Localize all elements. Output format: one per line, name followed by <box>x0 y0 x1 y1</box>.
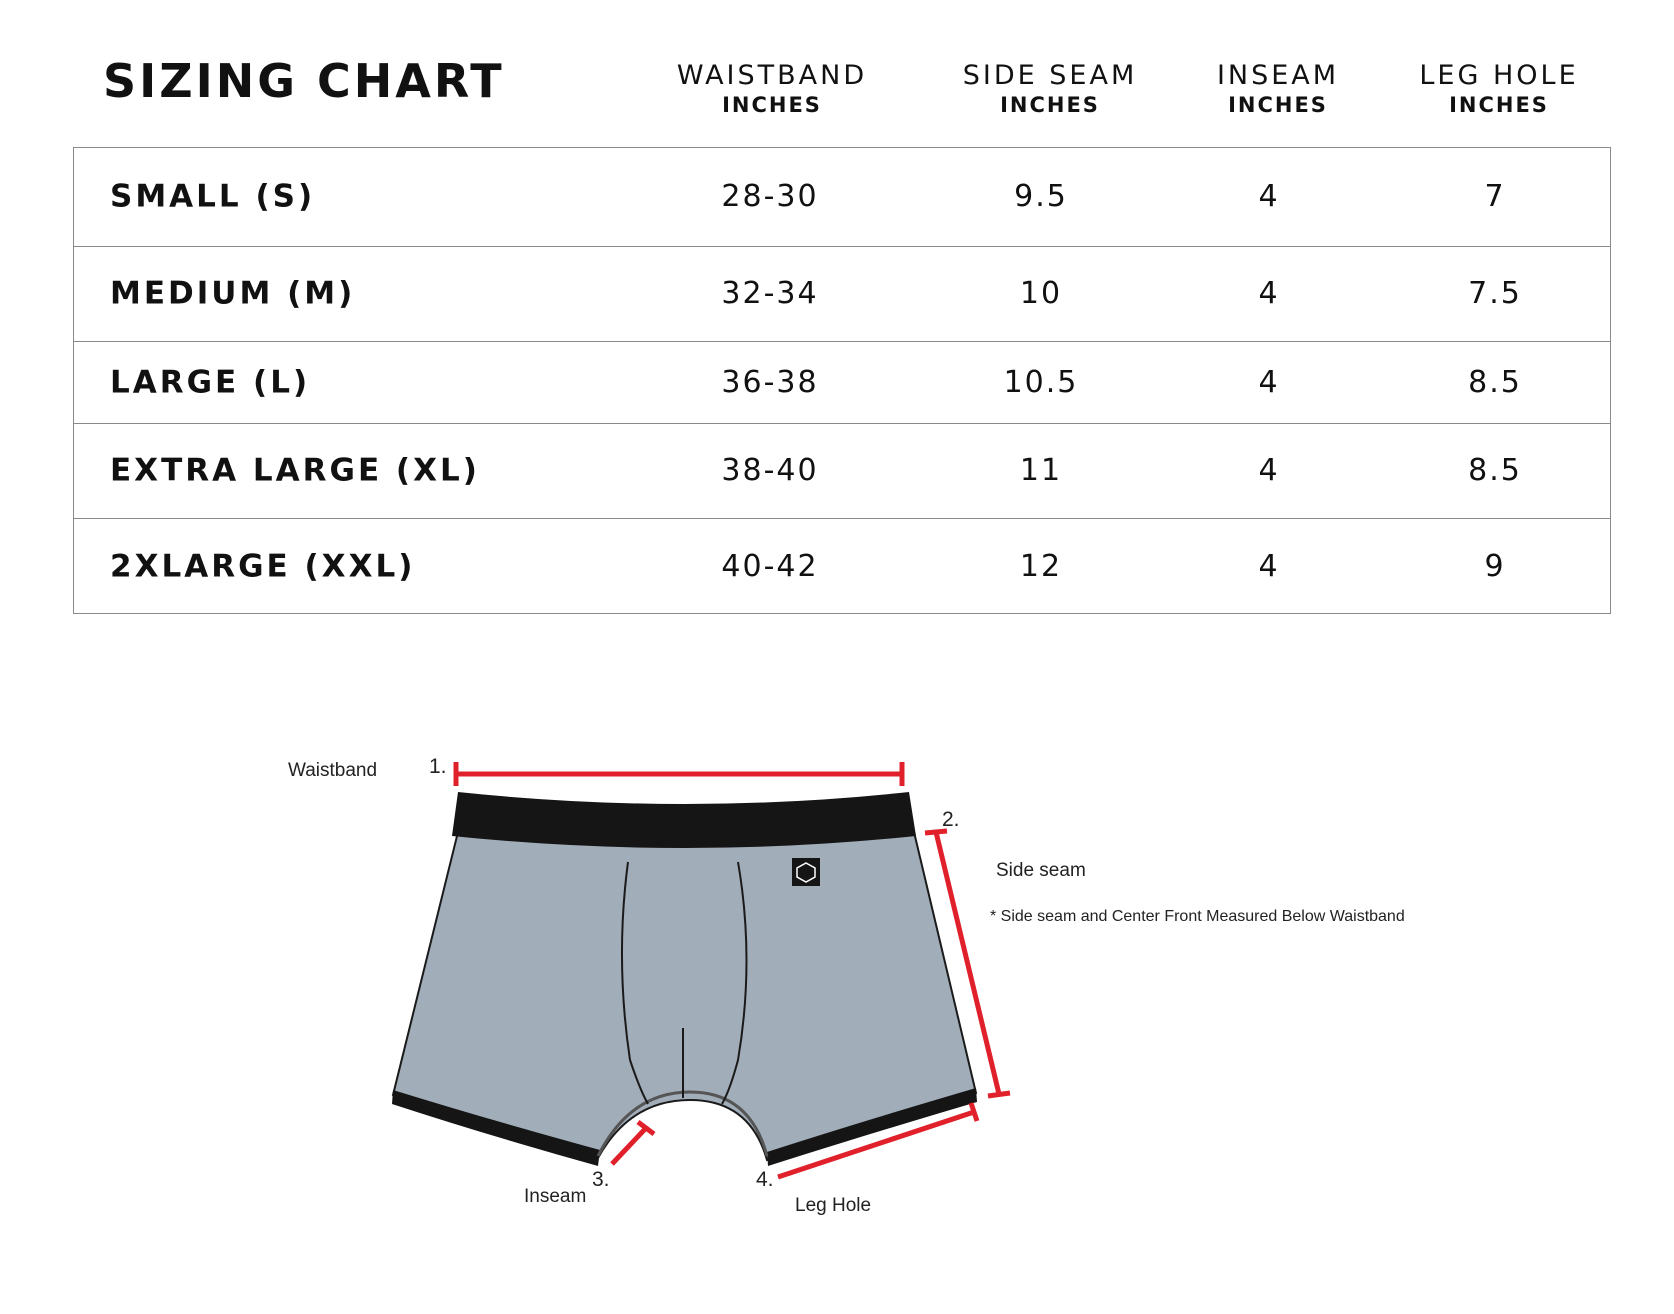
inseam-value: 4 <box>1258 276 1280 311</box>
waistband-label: Waistband <box>288 760 378 781</box>
leg-hole-value: 7 <box>1484 179 1506 214</box>
side-seam-value: 10 <box>1019 276 1063 311</box>
side-seam-value: 11 <box>1019 453 1063 488</box>
side-seam-value: 9.5 <box>1014 179 1068 214</box>
leg-hole-value: 9 <box>1484 549 1506 584</box>
leg-hole-value: 8.5 <box>1468 364 1522 400</box>
size-label: 2XLARGE (XXL) <box>110 548 416 585</box>
col-header-unit: INCHES <box>1000 93 1100 117</box>
col-header-name: SIDE SEAM <box>962 60 1138 91</box>
marker-2: 2. <box>942 808 960 831</box>
side-seam-measure-cap-bottom <box>988 1093 1010 1096</box>
inseam-value: 4 <box>1258 364 1280 400</box>
waistband-value: 36-38 <box>721 364 819 400</box>
col-header-unit: INCHES <box>1449 93 1549 117</box>
waistband-value: 40-42 <box>721 549 819 584</box>
col-header-name: LEG HOLE <box>1419 60 1579 91</box>
waistband-value: 38-40 <box>721 453 819 488</box>
marker-4: 4. <box>756 1168 774 1191</box>
leg-hole-value: 7.5 <box>1468 276 1522 311</box>
page-title: SIZING CHART <box>103 54 505 108</box>
inseam-value: 4 <box>1258 179 1280 214</box>
col-header-unit: INCHES <box>1228 93 1328 117</box>
waistband-value: 32-34 <box>721 276 819 311</box>
col-header-unit: INCHES <box>722 93 822 117</box>
leg-hole-value: 8.5 <box>1468 453 1522 488</box>
side-seam-value: 10.5 <box>1003 364 1079 400</box>
inseam-label: Inseam <box>524 1186 587 1207</box>
marker-3: 3. <box>592 1168 610 1191</box>
size-label: LARGE (L) <box>110 364 311 400</box>
side-seam-note: * Side seam and Center Front Measured Below Waistband <box>990 908 1405 925</box>
inseam-value: 4 <box>1258 549 1280 584</box>
leg-hole-measure-cap <box>971 1103 977 1121</box>
waistband-value: 28-30 <box>721 179 819 214</box>
size-label: EXTRA LARGE (XL) <box>110 452 480 489</box>
side-seam-label: Side seam <box>996 860 1086 881</box>
inseam-value: 4 <box>1258 453 1280 488</box>
col-header-name: WAISTBAND <box>676 60 868 91</box>
brief-fabric <box>393 832 976 1160</box>
size-label: MEDIUM (M) <box>110 275 356 312</box>
marker-1: 1. <box>429 755 447 778</box>
side-seam-value: 12 <box>1019 549 1063 584</box>
col-header-name: INSEAM <box>1216 60 1340 91</box>
size-label: SMALL (S) <box>110 178 316 215</box>
waistband-band <box>452 792 916 848</box>
inseam-measure-line <box>612 1128 646 1164</box>
leg-hole-label: Leg Hole <box>795 1195 872 1216</box>
